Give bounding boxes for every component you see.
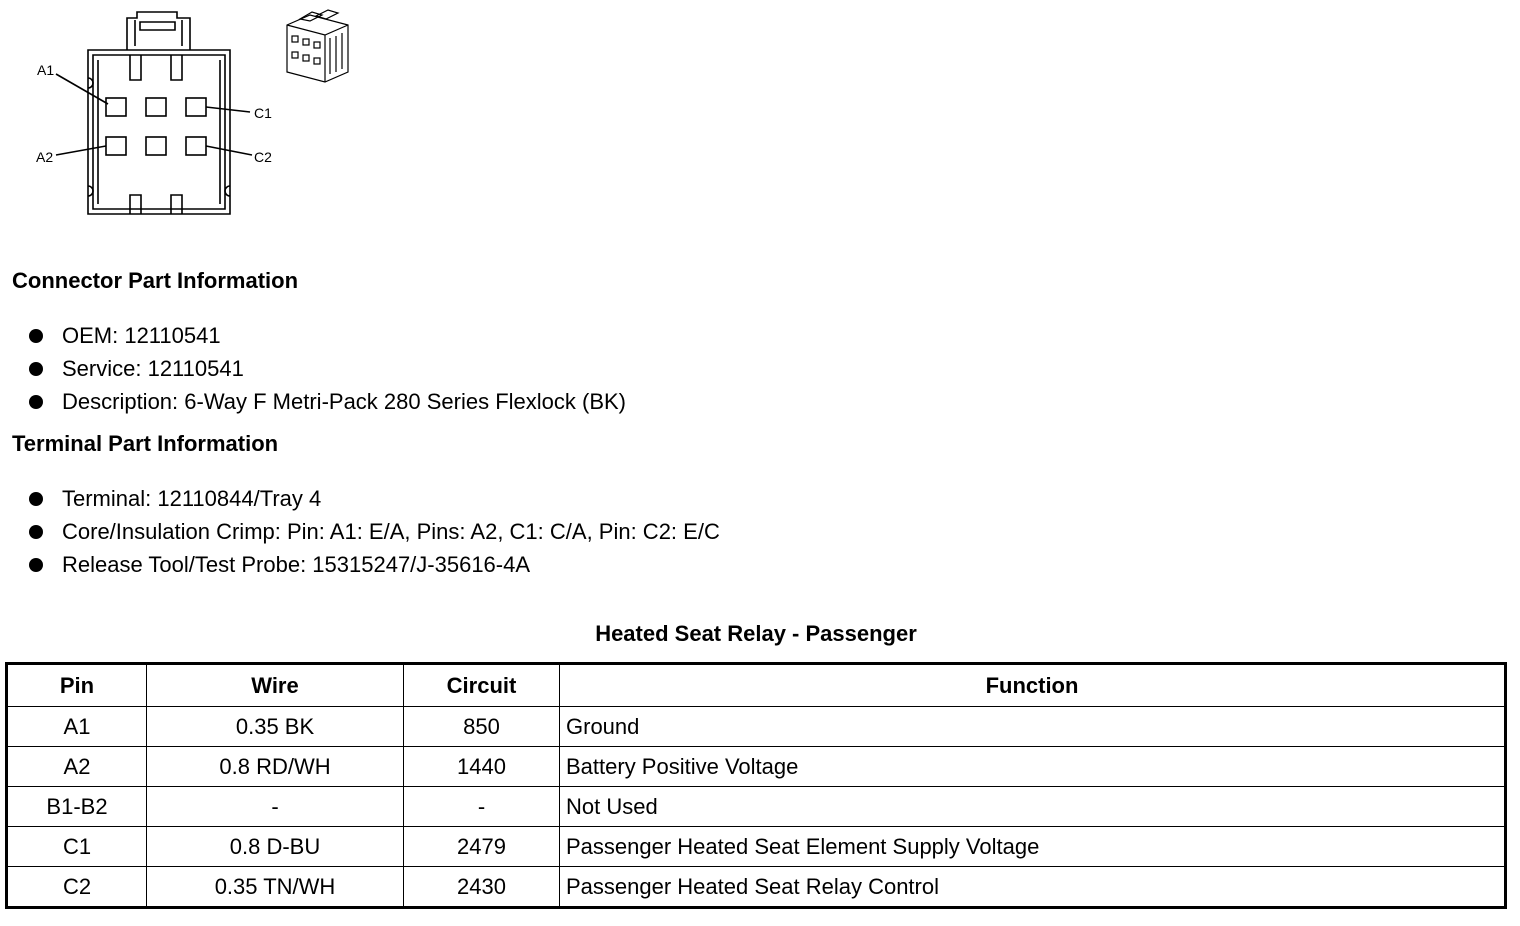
pin-cell: C1 (7, 827, 147, 867)
table-header-row (7, 664, 1506, 707)
list-item (0, 515, 720, 548)
pin-label-a2: A2 (36, 149, 54, 165)
terminal-part-number: Terminal: 12110844/Tray 4 (62, 486, 322, 511)
function-cell: Battery Positive Voltage (560, 747, 1506, 787)
pin-table (5, 662, 1507, 909)
function-cell: Not Used (560, 787, 1506, 827)
column-header-pin: Pin (7, 664, 147, 707)
release-tool-info: Release Tool/Test Probe: 15315247/J-35616-4A (62, 552, 531, 577)
terminal-part-info-list (0, 482, 720, 581)
table-row (7, 787, 1506, 827)
bullet-icon (29, 492, 43, 506)
table-row (7, 867, 1506, 908)
pin-cell: A2 (7, 747, 147, 787)
function-cell: Passenger Heated Seat Relay Control (560, 867, 1506, 908)
bullet-icon (29, 525, 43, 539)
wire-cell: - (147, 787, 404, 827)
connector-isometric-icon (287, 10, 348, 82)
bullet-icon (29, 395, 43, 409)
bullet-icon (29, 558, 43, 572)
wire-cell: 0.35 TN/WH (147, 867, 404, 908)
table-row (7, 827, 1506, 867)
function-cell: Passenger Heated Seat Element Supply Voltage (560, 827, 1506, 867)
pin-label-c1: C1 (254, 105, 272, 121)
list-item (0, 319, 626, 352)
service-part-number: Service: 12110541 (62, 356, 244, 381)
terminal-part-info-heading: Terminal Part Information (12, 431, 279, 456)
connector-part-info-list (0, 319, 626, 418)
wire-cell: 0.35 BK (147, 707, 404, 747)
circuit-cell: 850 (404, 707, 560, 747)
wire-cell: 0.8 D-BU (147, 827, 404, 867)
connector-face-diagram (0, 0, 380, 225)
column-header-function: Function (560, 664, 1506, 707)
pin-cell: C2 (7, 867, 147, 908)
crimp-info: Core/Insulation Crimp: Pin: A1: E/A, Pins: A2, C1: C/A, Pin: C2: E/C (62, 519, 720, 544)
pin-cell: A1 (7, 707, 147, 747)
table-row (7, 747, 1506, 787)
connector-part-info-heading: Connector Part Information (12, 268, 299, 293)
list-item (0, 352, 626, 385)
bullet-icon (29, 329, 43, 343)
list-item (0, 548, 720, 581)
column-header-circuit: Circuit (404, 664, 560, 707)
oem-part-number: OEM: 12110541 (62, 323, 221, 348)
circuit-cell: 2430 (404, 867, 560, 908)
function-cell: Ground (560, 707, 1506, 747)
connector-description: Description: 6-Way F Metri-Pack 280 Series Flexlock (BK) (62, 389, 626, 414)
wire-cell: 0.8 RD/WH (147, 747, 404, 787)
pin-cell: B1-B2 (7, 787, 147, 827)
bullet-icon (29, 362, 43, 376)
pin-label-c2: C2 (254, 149, 272, 165)
table-caption: Heated Seat Relay - Passenger (595, 621, 917, 646)
list-item (0, 482, 720, 515)
circuit-cell: 1440 (404, 747, 560, 787)
circuit-cell: 2479 (404, 827, 560, 867)
table-row (7, 707, 1506, 747)
circuit-cell: - (404, 787, 560, 827)
column-header-wire: Wire (147, 664, 404, 707)
pin-label-a1: A1 (37, 62, 55, 78)
list-item (0, 385, 626, 418)
